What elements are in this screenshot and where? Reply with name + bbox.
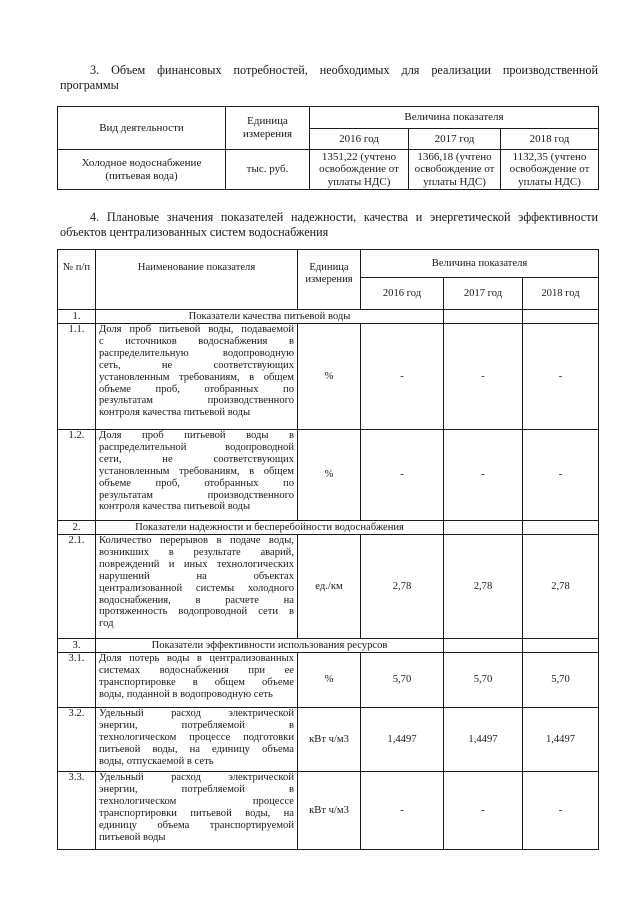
row-value-2016: 2,78 xyxy=(361,535,444,639)
row-value-2017: 1,4497 xyxy=(444,708,523,772)
header-activity: Вид деятельности xyxy=(58,107,226,150)
name-line: централизованной системы холодного xyxy=(99,582,294,594)
table-row xyxy=(58,535,599,639)
row-num: 1.1. xyxy=(58,324,96,430)
table-row xyxy=(58,324,599,430)
section-title: Показатели эффективности использования ресурсов xyxy=(96,639,444,653)
row-value-2016: - xyxy=(361,324,444,430)
section-num: 2. xyxy=(58,521,96,535)
name-line: воды, поданной в водопроводную сеть xyxy=(99,688,273,700)
row-unit: кВт ч/м3 xyxy=(298,772,361,850)
row-value-2016: - xyxy=(361,430,444,521)
name-line: технологическом процессе подготовки xyxy=(99,731,294,743)
section3-heading xyxy=(60,63,598,92)
header-year-2018: 2018 год xyxy=(523,278,599,310)
header-year-2018: 2018 год xyxy=(501,129,599,150)
row-num: 2.1. xyxy=(58,535,96,639)
row-value-2018: - xyxy=(523,772,599,850)
row-value-2018: 2,78 xyxy=(523,535,599,639)
name-line: год xyxy=(99,618,114,630)
name-line: распределительную водопроводную xyxy=(99,347,294,359)
section-num: 1. xyxy=(58,310,96,324)
row-unit: % xyxy=(298,324,361,430)
row-value-2018: 1132,35 (учтено освобождение от уплаты НДС) xyxy=(501,150,599,190)
table-row xyxy=(58,430,599,521)
header-unit: Единица измерения xyxy=(298,250,361,310)
name-line: результатам производственного xyxy=(99,489,294,501)
row-name xyxy=(96,772,298,850)
financial-needs-table xyxy=(57,106,599,190)
name-line: повреждений и иных технологических xyxy=(99,558,294,570)
name-line: транспортировке в общем объеме xyxy=(99,676,294,688)
row-value-2017: 1366,18 (учтено освобождение от уплаты НДС) xyxy=(409,150,501,190)
name-line: протяженность водопроводной сети в xyxy=(99,606,294,618)
name-line: Удельный расход электрической xyxy=(99,708,294,719)
section4-heading xyxy=(60,210,598,239)
row-value-2016: 1,4497 xyxy=(361,708,444,772)
name-line: единицу объема транспортируемой xyxy=(99,819,294,831)
row-unit: % xyxy=(298,430,361,521)
header-year-2017: 2017 год xyxy=(409,129,501,150)
table-row xyxy=(58,708,599,772)
row-value-2017: 5,70 xyxy=(444,653,523,708)
name-line: Доля проб питьевой воды, подаваемой xyxy=(99,324,294,335)
row-value-2017: 2,78 xyxy=(444,535,523,639)
row-name xyxy=(96,653,298,708)
name-line: возникших в результате аварий, xyxy=(99,546,294,558)
section4-title-line1: 4. Плановые значения показателей надежности, качества и энергетической эффективности xyxy=(90,210,598,224)
name-line: контроля качества питьевой воды xyxy=(99,407,251,419)
header-name: Наименование показателя xyxy=(96,250,298,310)
section-row xyxy=(58,521,599,535)
name-line: воды, отпускаемой в сеть xyxy=(99,755,214,767)
row-activity: Холодное водоснабжение (питьевая вода) xyxy=(58,150,226,190)
name-line: установленным требованиям, в общем xyxy=(99,371,294,383)
section-title: Показатели надежности и бесперебойности водоснабжения xyxy=(96,521,444,535)
section-row xyxy=(58,310,599,324)
header-year-2016: 2016 год xyxy=(361,278,444,310)
name-line: нарушений на объектах xyxy=(99,570,294,582)
name-line: системах водоснабжения при ее xyxy=(99,664,294,676)
row-num: 3.2. xyxy=(58,708,96,772)
row-value-2017: - xyxy=(444,430,523,521)
name-line: Количество перерывов в подаче воды, xyxy=(99,535,294,546)
section3-title-line2: программы xyxy=(60,77,119,92)
section3-title-line1: 3. Объем финансовых потребностей, необходимых для реализации производственной xyxy=(90,63,598,77)
row-name xyxy=(96,535,298,639)
row-num: 1.2. xyxy=(58,430,96,521)
table-row xyxy=(58,772,599,850)
name-line: Удельный расход электрической xyxy=(99,772,294,783)
row-value-2016: 5,70 xyxy=(361,653,444,708)
header-value: Величина показателя xyxy=(310,107,599,129)
name-line: сети, не соответствующих xyxy=(99,453,294,465)
header-year-2017: 2017 год xyxy=(444,278,523,310)
row-value-2018: 5,70 xyxy=(523,653,599,708)
name-line: контроля качества питьевой воды xyxy=(99,501,251,513)
name-line: распределительной водопроводной xyxy=(99,441,294,453)
name-line: Доля проб питьевой воды в xyxy=(99,430,294,441)
row-value-2016: - xyxy=(361,772,444,850)
name-line: питьевой воды, на единицу объема xyxy=(99,743,294,755)
section4-title-line2: объектов централизованных систем водоснабжения xyxy=(60,224,329,239)
name-line: энергии, потребляемой в xyxy=(99,783,294,795)
header-value: Величина показателя xyxy=(361,250,599,278)
name-line: энергии, потребляемой в xyxy=(99,719,294,731)
row-value-2016: 1351,22 (учтено освобождение от уплаты НДС) xyxy=(310,150,409,190)
name-line: с источников водоснабжения в xyxy=(99,335,294,347)
row-name xyxy=(96,430,298,521)
name-line: Доля потерь воды в централизованных xyxy=(99,653,294,664)
name-line: объеме проб, отобранных по xyxy=(99,477,294,489)
row-value-2018: 1,4497 xyxy=(523,708,599,772)
section-row xyxy=(58,639,599,653)
name-line: установленным требованиям, в общем xyxy=(99,465,294,477)
section-title: Показатели качества питьевой воды xyxy=(96,310,444,324)
row-name xyxy=(96,324,298,430)
name-line: технологическом процессе xyxy=(99,795,294,807)
name-line: сеть, не соответствующих xyxy=(99,359,294,371)
section-num: 3. xyxy=(58,639,96,653)
row-value-2017: - xyxy=(444,324,523,430)
name-line: транспортировки питьевой воды, на xyxy=(99,807,294,819)
row-unit: ед./км xyxy=(298,535,361,639)
row-unit: % xyxy=(298,653,361,708)
row-num: 3.1. xyxy=(58,653,96,708)
row-num: 3.3. xyxy=(58,772,96,850)
header-unit: Единица измерения xyxy=(226,107,310,150)
row-value-2017: - xyxy=(444,772,523,850)
name-line: результатам производственного xyxy=(99,395,294,407)
name-line: водоснабжения, в расчете на xyxy=(99,594,294,606)
table-row xyxy=(58,653,599,708)
row-value-2018: - xyxy=(523,430,599,521)
name-line: объеме проб, отобранных по xyxy=(99,383,294,395)
row-unit: кВт ч/м3 xyxy=(298,708,361,772)
row-unit: тыс. руб. xyxy=(226,150,310,190)
indicators-table xyxy=(57,249,599,850)
row-value-2018: - xyxy=(523,324,599,430)
header-num: № п/п xyxy=(58,250,96,310)
header-year-2016: 2016 год xyxy=(310,129,409,150)
name-line: питьевой воды xyxy=(99,831,166,843)
row-name xyxy=(96,708,298,772)
